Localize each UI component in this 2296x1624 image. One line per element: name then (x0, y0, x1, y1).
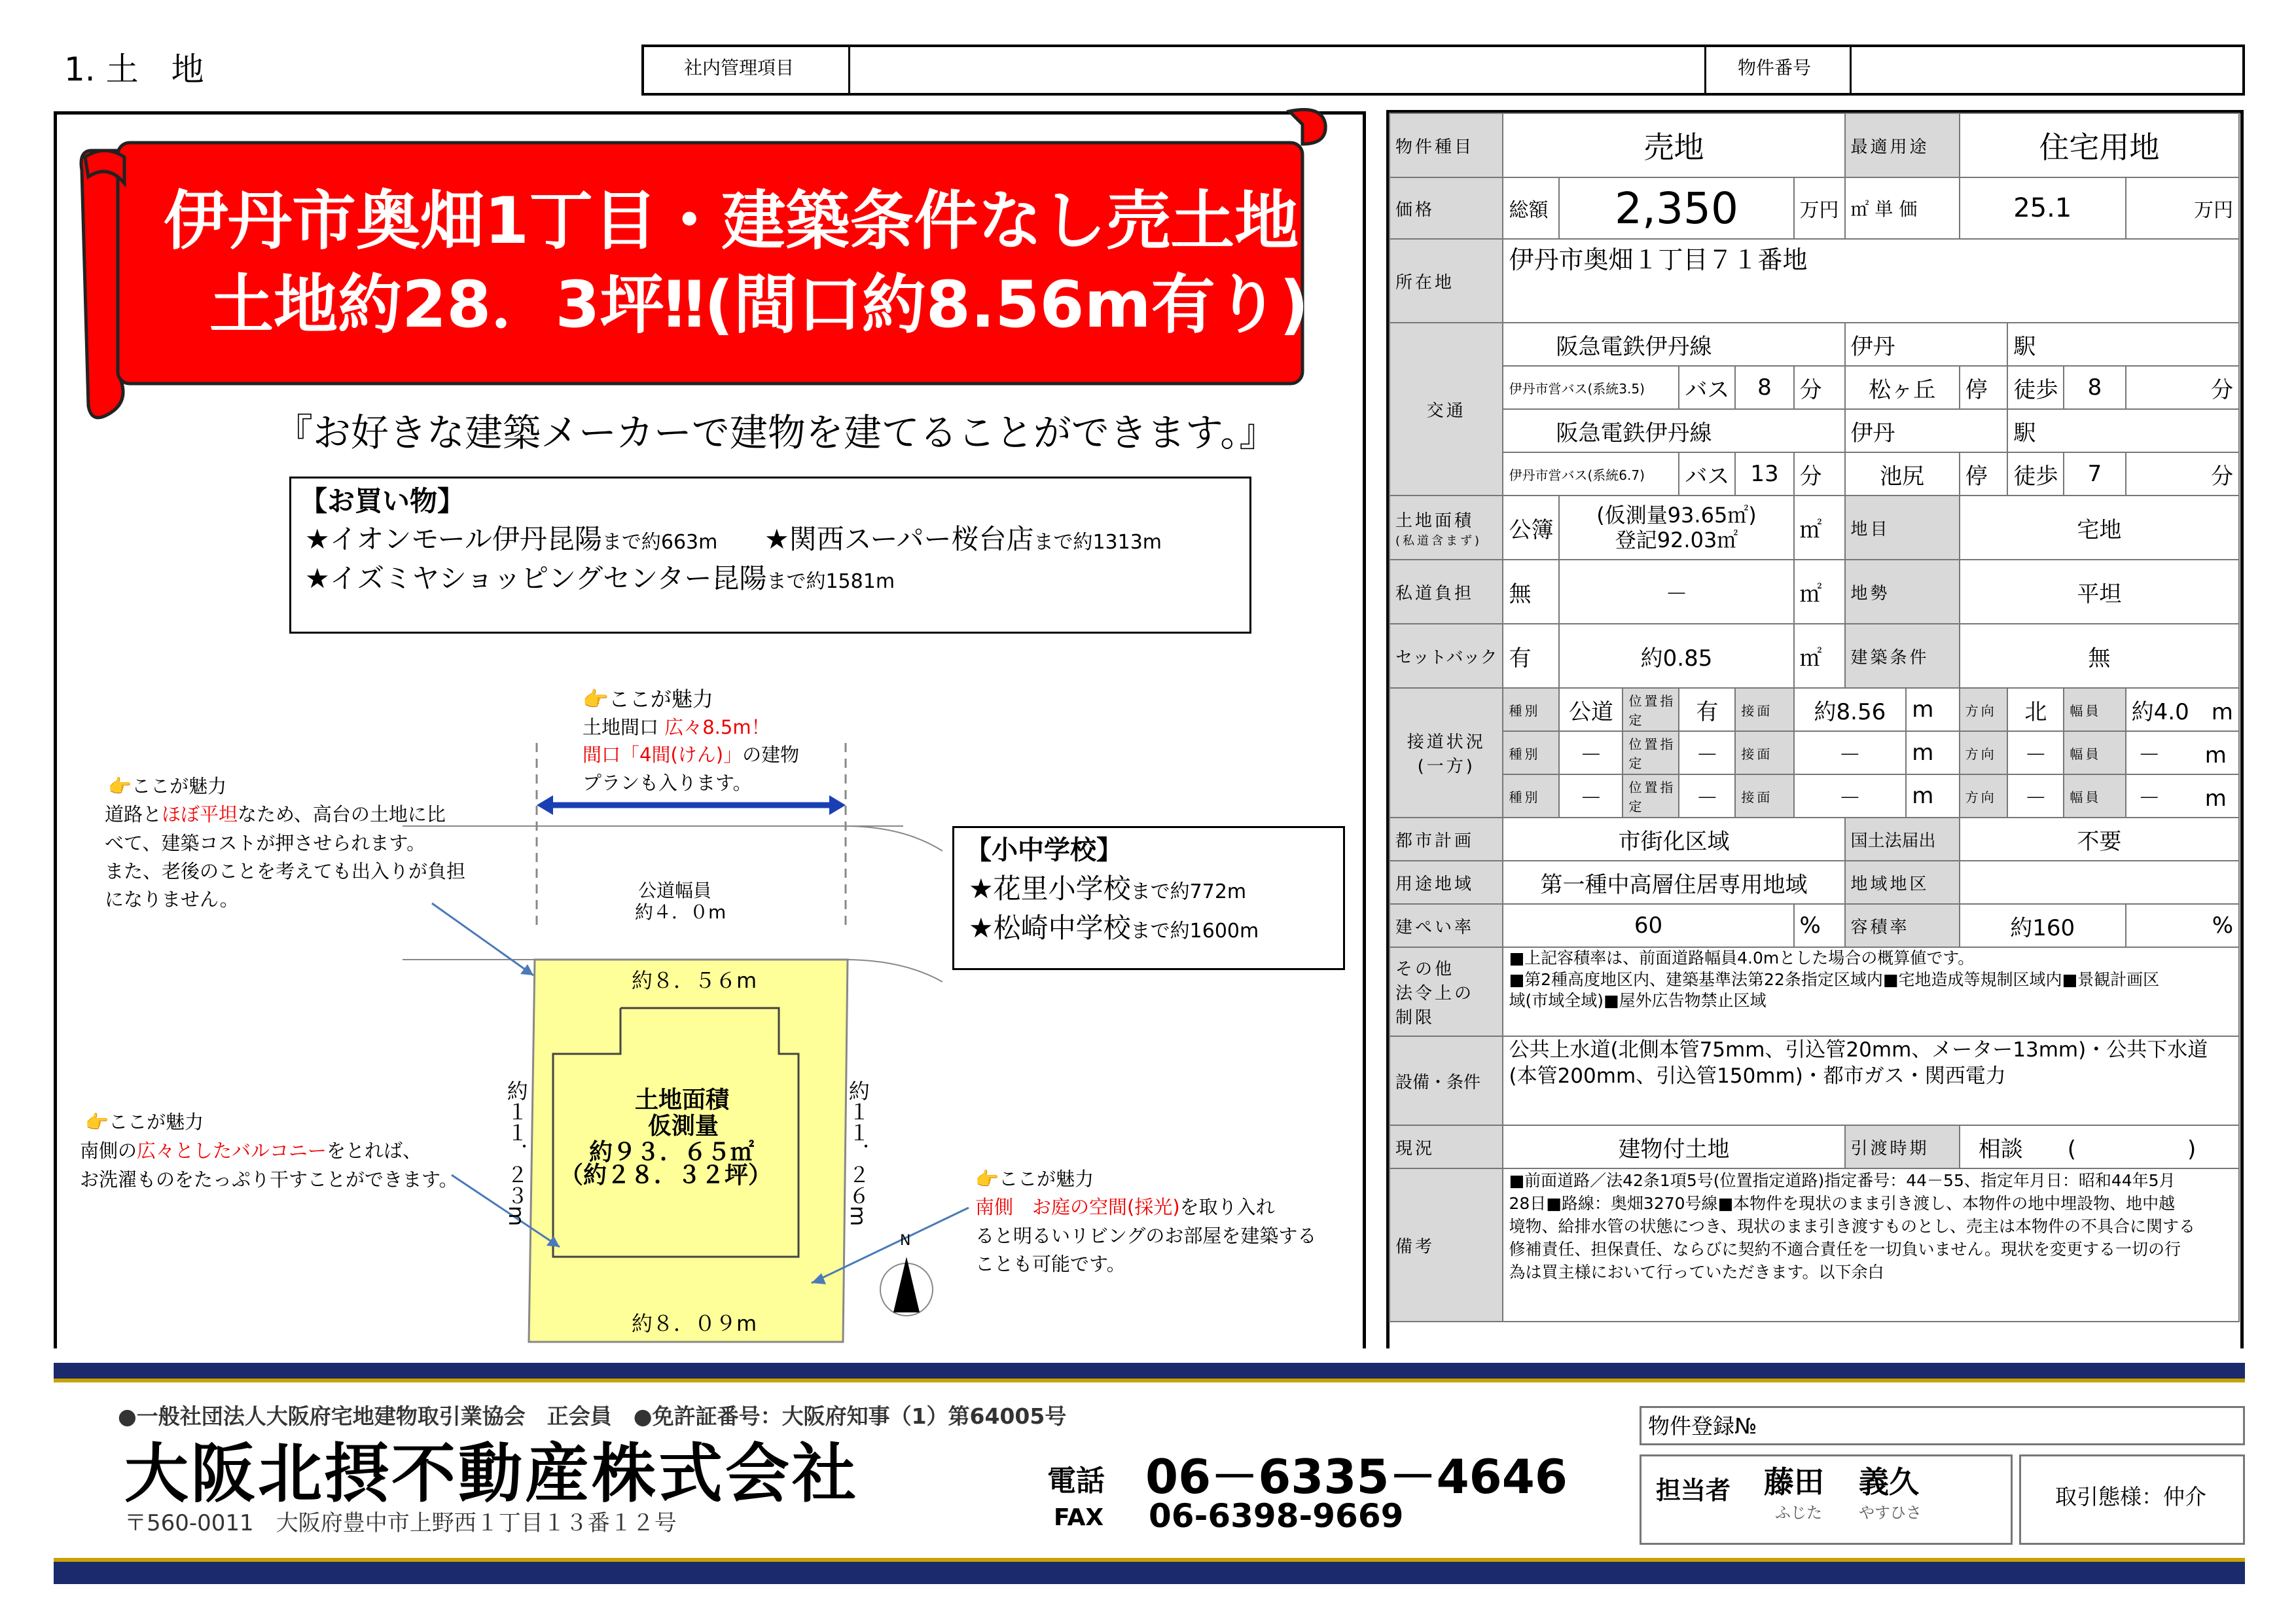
youto-value: 第一種中高層住居専用地域 (1503, 861, 1844, 904)
appeal-left-l1: 道路とほぼ平坦なため、高台の土地に比 (105, 803, 446, 825)
appeal-left-head: 👉ここが魅力 (108, 775, 227, 797)
area-kobo: 公簿 (1503, 496, 1559, 560)
private-label: 私道負担 (1390, 560, 1503, 624)
r2-dir: － (2007, 731, 2064, 774)
setsubi-value: 公共上水道(北側本管75mm、引込管20mm、メーター13mm)・公共下水道 (本管200mm、引込管150mm)・都市ガス・関西電力 (1503, 1036, 2239, 1125)
yoseki-label: 容積率 (1845, 904, 1960, 947)
r2-shubetsu: 種別 (1503, 731, 1559, 774)
plan-area-3: 約９３．６５㎡ (589, 1139, 755, 1166)
area-value: (仮測量93.65㎡) 登記92.03㎡ (1559, 496, 1793, 560)
cond-value: 無 (1960, 624, 2239, 688)
t2-toho: 徒歩 (2007, 452, 2064, 496)
tel-number: 06－6335－4646 (1145, 1449, 1568, 1504)
r2-width: － m (2126, 731, 2239, 774)
deal-type: 取引態様：仲介 (2055, 1484, 2206, 1509)
plan-area-2: 仮測量 (648, 1113, 719, 1140)
t2-walk: 7 (2064, 452, 2125, 496)
genkyo-value: 建物付土地 (1503, 1125, 1844, 1168)
t2-bus-fun: 分 (1794, 452, 1845, 496)
hikiwatashi-label: 引渡時期 (1845, 1125, 1960, 1168)
location-value: 伊丹市奥畑１丁目７１番地 (1503, 239, 2239, 323)
r3-type: － (1559, 774, 1623, 818)
r3-width: － m (2126, 774, 2239, 818)
chimoku-value: 宅地 (1960, 496, 2239, 560)
other-value: ■上記容積率は、前面道路幅員4.0mとした場合の概算値です。 ■第2種高度地区内、建築基準法第22条指定区域内■宅地造成等規制区域内■景観計画区 域(市域全域)■屋外広告物禁止区域 (1503, 947, 2239, 1036)
use-label: 最適用途 (1845, 113, 1960, 177)
setback-m2: ㎡ (1794, 624, 1845, 688)
tanto-label: 担当者 (1656, 1476, 1731, 1505)
spec-table (1389, 113, 2240, 1322)
city-value: 市街化区域 (1503, 818, 1844, 861)
shopping-item-2: ★関西スーパー桜台店まで約1313m (764, 523, 1162, 555)
appeal-balcony-head: 👉ここが魅力 (85, 1111, 204, 1133)
t2-tei: 停 (1960, 452, 2008, 496)
r2-hoko-label: 方向 (1960, 731, 2008, 774)
r1-m: m (1906, 688, 1960, 731)
plan-bottom-dim: 約８．０９m (632, 1311, 757, 1336)
company-address: 〒560-0011 大阪府豊中市上野西１丁目１３番１２号 (124, 1510, 677, 1536)
r3-dir: － (2007, 774, 2064, 818)
shopping-item-3: ★イズミヤショッピングセンター昆陽まで約1581m (305, 562, 895, 594)
school-item-2: ★松崎中学校まで約1600m (969, 912, 1259, 944)
chiiki-value (1960, 861, 2239, 904)
kokudo-label: 国土法届出 (1845, 818, 1960, 861)
hikiwatashi-value: 相談 ( ) (1960, 1125, 2239, 1168)
appeal-garden-l2: ると明るいリビングのお部屋を建築する (975, 1225, 1317, 1247)
r3-setsumen-label: 接面 (1735, 774, 1793, 818)
r1-type: 公道 (1559, 688, 1623, 731)
t2-bus-min: 13 (1735, 452, 1793, 496)
mgmt-label: 社内管理項目 (684, 57, 795, 79)
appeal-left-l4: になりません。 (105, 888, 239, 911)
r2-m: m (1906, 731, 1960, 774)
price-unit: 万円 (1794, 177, 1845, 239)
appeal-top-l3: プランも入ります。 (583, 772, 752, 794)
tel-label: 電話 (1047, 1464, 1105, 1498)
r2-setsumen: － (1794, 731, 1907, 774)
area-label: 土地面積 (私道含まず) (1390, 496, 1503, 560)
company-name: 大阪北摂不動産株式会社 (124, 1437, 859, 1511)
price-value: 2,350 (1559, 177, 1793, 239)
t2-bus-word: バス (1679, 452, 1735, 496)
fax-label: FAX (1054, 1504, 1104, 1531)
t1-bus-min: 8 (1735, 366, 1793, 409)
r3-m: m (1906, 774, 1960, 818)
banner-line1: 伊丹市奥畑1丁目・建築条件なし売土地 (164, 184, 1299, 259)
type-label: 物件種目 (1390, 113, 1503, 177)
cond-label: 建築条件 (1845, 624, 1960, 688)
unit-price: 25.1 (1960, 177, 2126, 239)
appeal-balcony-l2: お洗濯ものをたっぷり干すことができます。 (80, 1168, 458, 1191)
north-label: N (900, 1233, 911, 1249)
r3-hoko-label: 方向 (1960, 774, 2008, 818)
setback-area: 約0.85 (1559, 624, 1793, 688)
setback-label: セットバック (1390, 624, 1503, 688)
r1-shubetsu: 種別 (1503, 688, 1559, 731)
t1-walk: 8 (2064, 366, 2125, 409)
tanto-kana1: ふじた (1775, 1504, 1822, 1522)
t1-toho: 徒歩 (2007, 366, 2064, 409)
road-label: 接道状況 (一方) (1390, 688, 1503, 818)
tanto-name1: 藤田 (1764, 1464, 1824, 1500)
setback-value: 有 (1503, 624, 1559, 688)
r1-fukuin-label: 幅員 (2064, 688, 2125, 731)
r1-setsumen: 約8.56 (1794, 688, 1907, 731)
appeal-left-l3: また、老後のことを考えても出入りが負担 (105, 860, 466, 882)
banner-line2: 土地約28．3坪‼(間口約8.56m有り) (209, 268, 1309, 342)
private-area: － (1559, 560, 1793, 624)
r3-fukuin-label: 幅員 (2064, 774, 2125, 818)
t1-bus-word: バス (1679, 366, 1735, 409)
plan-road-label: 公道幅員 (638, 880, 712, 901)
shopping-item-1: ★イオンモール伊丹昆陽まで約663m (305, 523, 718, 555)
t1-tei: 停 (1960, 366, 2008, 409)
t1-bus: 伊丹市営バス(系統3.5) (1503, 366, 1679, 409)
r2-fukuin-label: 幅員 (2064, 731, 2125, 774)
t2-station: 伊丹 (1845, 409, 2008, 452)
biko-value: ■前面道路／法42条1項5号(位置指定道路)指定番号：44－55、指定年月日：昭和44年5月 28日■路線：奥畑3270号線■本物件を現状のまま引き渡し、本物件の地中埋設物、地中越 境物、給排水管の状態につき、現状のまま引き渡すものとし、売主は本物件の不具合に関する 修補責任、担保責任、ならびに契約不適合責任を一切負いません。現状を変更する一切の行 為は買主様において行っていただきます。以下余白 (1503, 1168, 2239, 1322)
t2-walk-fun: 分 (2126, 452, 2239, 496)
r1-ichi-label: 位置指定 (1623, 688, 1679, 731)
t2-stop: 池尻 (1845, 452, 1960, 496)
appeal-top-head: 👉ここが魅力 (583, 687, 713, 712)
r2-setsumen-label: 接面 (1735, 731, 1793, 774)
r3-shubetsu: 種別 (1503, 774, 1559, 818)
unit-label: ㎡ 単 価 (1845, 177, 1960, 239)
chimoku-label: 地目 (1845, 496, 1960, 560)
r1-setsumen-label: 接面 (1735, 688, 1793, 731)
r2-type: － (1559, 731, 1623, 774)
property-no-label: 物件番号 (1738, 57, 1812, 79)
t2-eki: 駅 (2007, 409, 2239, 452)
youto-label: 用途地域 (1390, 861, 1503, 904)
r1-hoko-label: 方向 (1960, 688, 2008, 731)
plan-right-dim: 約１１．２６m (845, 1080, 870, 1227)
r2-ichi-label: 位置指定 (1623, 731, 1679, 774)
plan-left-dim: 約１１．２３m (503, 1080, 529, 1227)
yoseki-pct: % (2126, 904, 2239, 947)
plan-top-dim: 約８．５６m (632, 968, 757, 993)
tagline: 『お好きな建築メーカーで建物を建てることができます。』 (275, 410, 1278, 455)
r1-dir: 北 (2007, 688, 2064, 731)
fax-number: 06-6398-9669 (1149, 1497, 1404, 1535)
area-m2: ㎡ (1794, 496, 1845, 560)
private-value: 無 (1503, 560, 1559, 624)
shopping-title: 【お買い物】 (300, 485, 465, 517)
tanto-name2: 義久 (1859, 1464, 1919, 1500)
t1-station: 伊丹 (1845, 323, 2008, 366)
appeal-top-l1: 土地間口 広々8.5m！ (583, 716, 770, 738)
chisei-value: 平坦 (1960, 560, 2239, 624)
t1-bus-fun: 分 (1794, 366, 1845, 409)
reg-label: 物件登録№ (1648, 1413, 1757, 1439)
r3-ichi-label: 位置指定 (1623, 774, 1679, 818)
kenpei-value: 60 (1503, 904, 1793, 947)
r3-setsumen: － (1794, 774, 1907, 818)
appeal-left-l2: べて、建築コストが押させられます。 (105, 832, 426, 854)
city-label: 都市計画 (1390, 818, 1503, 861)
appeal-garden-l1: 南側 お庭の空間(採光)を取り入れ (975, 1196, 1275, 1218)
t2-bus: 伊丹市営バス(系統6.7) (1503, 452, 1679, 496)
kenpei-pct: % (1794, 904, 1845, 947)
r1-ichi: 有 (1679, 688, 1735, 731)
total-label: 総額 (1503, 177, 1559, 239)
t1-eki: 駅 (2007, 323, 2239, 366)
t1-walk-fun: 分 (2126, 366, 2239, 409)
t1-line: 阪急電鉄伊丹線 (1503, 323, 1844, 366)
footer-assoc: ●一般社団法人大阪府宅地建物取引業協会 正会員 ●免許証番号：大阪府知事（1）第64005号 (118, 1403, 1067, 1429)
tanto-kana2: やすひさ (1859, 1504, 1922, 1522)
r1-width: 約4.0 m (2126, 688, 2239, 731)
kokudo-value: 不要 (1960, 818, 2239, 861)
genkyo-label: 現況 (1390, 1125, 1503, 1168)
plan-area-1: 土地面積 (635, 1087, 730, 1113)
plan-road-width: 約４．０m (635, 901, 726, 923)
price-label: 価格 (1390, 177, 1503, 239)
plan-area-4: （約２８．３２坪） (560, 1162, 772, 1189)
appeal-top-l2: 間口「4間(けん)」の建物 (583, 744, 800, 766)
appeal-balcony-l1: 南側の広々としたバルコニーをとれば、 (80, 1140, 422, 1162)
use-value: 住宅用地 (1960, 113, 2239, 177)
location-label: 所在地 (1390, 239, 1503, 323)
r3-ichi: － (1679, 774, 1735, 818)
biko-label: 備考 (1390, 1168, 1503, 1322)
yoseki-value: 約160 (1960, 904, 2126, 947)
type-value: 売地 (1503, 113, 1844, 177)
t2-line: 阪急電鉄伊丹線 (1503, 409, 1844, 452)
traffic-label: 交通 (1390, 323, 1503, 496)
appeal-garden-head: 👉ここが魅力 (975, 1168, 1094, 1190)
section-title: 1. 土 地 (64, 50, 204, 88)
chiiki-label: 地域地区 (1845, 861, 1960, 904)
r2-ichi: － (1679, 731, 1735, 774)
footer-bar-top (54, 1363, 2245, 1382)
schools-title: 【小中学校】 (965, 835, 1122, 865)
other-label: その他 法令上の 制限 (1390, 947, 1503, 1036)
setsubi-label: 設備・条件 (1390, 1036, 1503, 1125)
t1-stop: 松ヶ丘 (1845, 366, 1960, 409)
appeal-garden-l3: ことも可能です。 (975, 1253, 1126, 1275)
footer-bar-bottom (54, 1558, 2245, 1584)
school-item-1: ★花里小学校まで約772m (969, 873, 1247, 905)
private-m2: ㎡ (1794, 560, 1845, 624)
chisei-label: 地勢 (1845, 560, 1960, 624)
kenpei-label: 建ぺい率 (1390, 904, 1503, 947)
unit-yen: 万円 (2126, 177, 2239, 239)
